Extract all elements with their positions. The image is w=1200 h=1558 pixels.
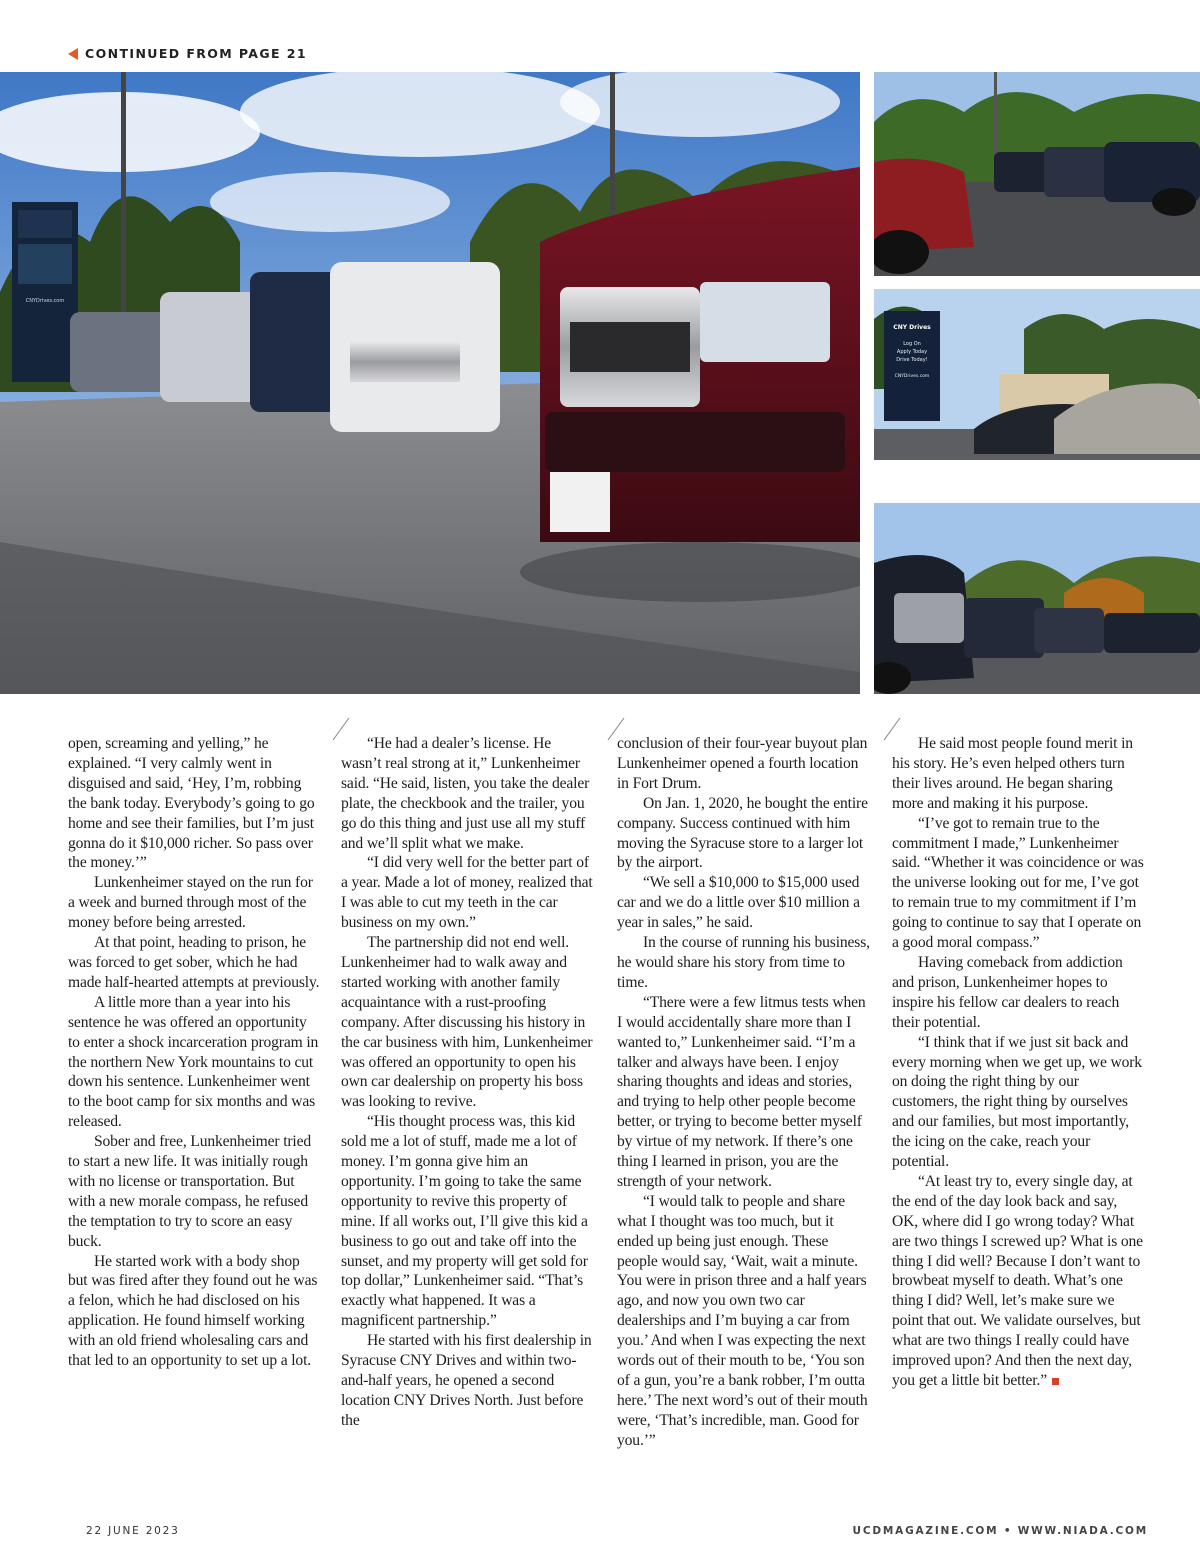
paragraph: conclusion of their four-year buyout plan Lunkenheimer opened a fourth location in Fort Drum. (617, 735, 868, 792)
photo-truck-row-2 (874, 503, 1200, 694)
paragraph: Sober and free, Lunkenheimer tried to start a new life. It was initially rough with no license or transportation. But with a new morale compass, he refused the temptation to try to score an easy buck. (68, 1133, 312, 1250)
paragraph-text: “At least try to, every single day, at the end of the day look back and say, OK, where did I go wrong today? What are two things I screwed up? What is one thing I did well? Because I don’t want to browbeat myself to death. What’s one thing I did? Well, let’s make sure we point that out. We validate ourselves, but what are two things I really could have improved upon? And then the next day, you get a little bit better.” (892, 1172, 1143, 1389)
paragraph: “There were a few litmus tests when I would accidentally share more than I wanted to,” Lunkenheimer said. “I’m a talker and always have been. I enjoy sharing thoughts and ideas and stories, and trying to help other people become better, or trying to become better myself by virtue of my network. If there’s one thing I learned in prison, you are the strength of your network. (617, 993, 866, 1190)
paragraph: Lunkenheimer stayed on the run for a week and burned through most of the money before being arrested. (68, 874, 313, 932)
footer-page-date: 22 JUNE 2023 (86, 1525, 180, 1537)
continued-text: CONTINUED FROM PAGE 21 (85, 46, 307, 61)
article-column-3 (617, 734, 871, 1451)
mid-sign-line4: Drive Today! (896, 357, 928, 363)
paragraph: The partnership did not end well. Lunkenheimer had to walk away and started working with another family acquaintance with a rust-proofing company. After discussing his history in the car business with him, Lunkenheimer was offered an opportunity to open his own car dealership on property his boss was looking to revive. (341, 934, 593, 1111)
footer-websites: UCDMAGAZINE.COM • WWW.NIADA.COM (852, 1525, 1148, 1537)
photo-dealer-sign (874, 289, 1200, 460)
paragraph-last (892, 1172, 1146, 1391)
paragraph: “I would talk to people and share what I thought was too much, but it ended up being just enough. These people would say, ‘Wait, wait a minute. You were in prison three and a half years ago, and now you own two car dealerships and I’m buying a car from you.’ And when I was expecting the next words out of their mouth to be, ‘You son of a gun, you’re a bank robber, I’m outta here.’ The next word’s out of their mouth were, ‘That’s incredible, man. Good for you.’” (617, 1192, 868, 1449)
paragraph: open, screaming and yelling,” he explained. “I very calmly went in disguised and said, ‘Hey, I’m, robbing the bank today. Everybody’s going to go home and see their families, but I’m just gonna do it $10,000 richer. So pass over the money.’” (68, 735, 315, 872)
left-triangle-icon (68, 48, 78, 60)
article-column-4 (892, 734, 1146, 1391)
mid-sign-line1: CNY Drives (893, 324, 931, 331)
main-sign-text: CNYDrives.com (25, 298, 65, 304)
paragraph: In the course of running his business, he would share his story from time to time. (617, 934, 870, 991)
mid-sign-line5: CNYDrives.com (894, 374, 930, 379)
paragraph: “He had a dealer’s license. He wasn’t real strong at it,” Lunkenheimer said. “He said, listen, you take the dealer plate, the checkbook and the trailer, you go do this thing and just use all my stuff and we’ll split what we make. (341, 735, 590, 852)
paragraph: A little more than a year into his sentence he was offered an opportunity to enter a shock incarceration program in the northern New York mountains to cut down his sentence. Lunkenheimer went to the boot camp for six months and was released. (68, 993, 319, 1131)
mid-sign-line3: Apply Today (896, 349, 928, 355)
end-mark-icon (1052, 1378, 1059, 1385)
main-photo-truck-row (0, 72, 860, 694)
paragraph: “I’ve got to remain true to the commitment I made,” Lunkenheimer said. “Whether it was coincidence or was the universe looking out for me, I’ve got to remain true to my commitment if I’m going to continue to say that I operate on a good moral compass.” (892, 814, 1144, 952)
paragraph: “His thought process was, this kid sold me a lot of stuff, made me a lot of money. I’m gonna give him an opportunity. I’m going to take the same opportunity to revive this property of mine. If all works out, I’ll give this kid a business to go out and take off into the sunset, and my property will get sold for top dollar,” Lunkenheimer said. “That’s exactly what happened. It was a magnificent partnership.” (341, 1113, 588, 1330)
article-column-2 (341, 734, 595, 1431)
paragraph: “I think that if we just sit back and every morning when we get up, we work on doing the right thing by our customers, the right thing by ourselves and our families, but most importantly, the icing on the cake, reach your potential. (892, 1033, 1142, 1171)
paragraph: “We sell a $10,000 to $15,000 used car and we do a little over $10 million a year in sales,” he said. (617, 874, 860, 932)
continued-from-label (68, 46, 307, 61)
paragraph: On Jan. 1, 2020, he bought the entire company. Success continued with him moving the Syracuse store to a larger lot by the airport. (617, 794, 868, 872)
paragraph: “I did very well for the better part of a year. Made a lot of money, realized that I was able to cut my teeth in the car business on my own.” (341, 854, 593, 932)
photo-suv-row (874, 72, 1200, 276)
article-column-1 (68, 734, 322, 1371)
paragraph: Having comeback from addiction and prison, Lunkenheimer hopes to inspire his fellow car dealers to reach their potential. (892, 953, 1123, 1031)
paragraph: He said most people found merit in his story. He’s even helped others turn their lives around. He began sharing more and making it his purpose. (892, 735, 1133, 812)
paragraph: He started work with a body shop but was fired after they found out he was a felon, which he had disclosed on his application. He found himself working with an old friend wholesaling cars and that led to an opportunity to set up a lot. (68, 1252, 318, 1370)
paragraph: He started with his first dealership in Syracuse CNY Drives and within two-and-half years, he opened a second location CNY Drives North. Just before the (341, 1332, 592, 1429)
mid-sign-line2: Log On (903, 341, 921, 347)
paragraph: At that point, heading to prison, he was forced to get sober, which he had made half-hearted attempts at previously. (68, 934, 320, 991)
